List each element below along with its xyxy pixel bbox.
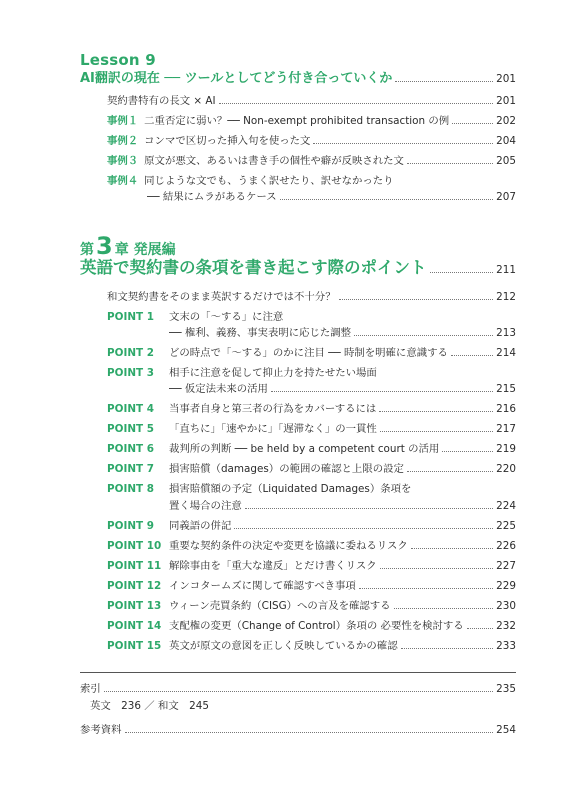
point-tag: POINT 10	[107, 540, 162, 552]
references-label: 参考資料	[80, 724, 122, 736]
lesson-title-row	[80, 71, 516, 87]
entry-text: 裁判所の判断 ── be held by a competent court の活用	[169, 443, 440, 455]
chapter-number: 3	[96, 232, 113, 260]
example-row	[107, 134, 516, 148]
entry-text: 解除事由を「重大な違反」とだけ書くリスク	[169, 560, 377, 572]
leader-dots	[430, 272, 494, 273]
page-number: 215	[496, 383, 516, 395]
point-row	[107, 539, 516, 553]
index-sub-entries: 英文 236 ／ 和文 245	[90, 700, 210, 712]
entry-text: 当事者自身と第三者の行為をカバーするには	[169, 403, 377, 415]
point-tag: POINT 2	[107, 347, 154, 359]
page-number: 233	[496, 640, 516, 652]
point-tag: POINT 15	[107, 640, 162, 652]
separator-rule	[80, 672, 516, 673]
entry-text: どの時点で「～する」のかに注目 ── 時制を明確に意識する	[169, 347, 448, 359]
entry-text: 相手に注意を促して抑止力を持たせたい場面	[169, 367, 377, 379]
page-number: 211	[496, 264, 516, 276]
example-tag: 事例２	[107, 135, 139, 147]
leader-dots	[394, 608, 494, 609]
entry-text: 同義語の併記	[169, 520, 232, 532]
example-tag: 事例３	[107, 155, 139, 167]
example-row	[107, 114, 516, 128]
chapter-prefix: 第	[80, 242, 94, 258]
page-number: 229	[496, 580, 516, 592]
entry-text-continued: ── 仮定法未来の活用	[169, 383, 268, 395]
point-tag: POINT 8	[107, 483, 154, 495]
page-number: 201	[496, 95, 516, 107]
entry-text: 「直ちに」「速やかに」「遅滞なく」の一貫性	[169, 423, 377, 435]
entry-text: 二重否定に弱い？── Non-exempt prohibited transaction の例	[144, 115, 450, 127]
index-label: 索引	[80, 683, 101, 695]
leader-dots	[271, 391, 493, 392]
entry-text: 英文が原文の意図を正しく反映しているかの確認	[169, 640, 398, 652]
point-row	[107, 619, 516, 633]
entry-text-continued: ── 権利、義務、事実表明に応じた調整	[169, 327, 352, 339]
chapter-intro-row	[107, 290, 516, 304]
page-number: 254	[496, 724, 516, 736]
page-number: 225	[496, 520, 516, 532]
page-number: 219	[496, 443, 516, 455]
example-tag: 事例４	[107, 175, 139, 187]
point-row-first-line	[107, 366, 516, 380]
leader-dots	[313, 143, 493, 144]
entry-text: 同じような文でも、うまく訳せたり、訳せなかったり	[144, 175, 394, 187]
leader-dots	[219, 103, 494, 104]
point-row	[107, 519, 516, 533]
leader-dots	[104, 691, 493, 692]
leader-dots	[359, 588, 493, 589]
page-number: 204	[496, 135, 516, 147]
entry-text: 原文が悪文、あるいは書き手の個性や癖が反映された文	[144, 155, 404, 167]
index-row	[80, 682, 516, 696]
entry-text: 文末の「～する」に注意	[169, 311, 284, 323]
entry-text: 損害賠償（damages）の範囲の確認と上限の設定	[169, 463, 404, 475]
leader-dots	[411, 548, 493, 549]
entry-text: インコタームズに関して確認すべき事項	[169, 580, 356, 592]
chapter-title: 英語で契約書の条項を書き起こす際のポイント	[80, 258, 427, 277]
point-row	[107, 346, 516, 360]
leader-dots	[451, 355, 493, 356]
point-row	[107, 599, 516, 613]
page-number: 220	[496, 463, 516, 475]
page-number: 230	[496, 600, 516, 612]
entry-text-continued: ── 結果にムラがあるケース	[147, 191, 277, 203]
point-tag: POINT 1	[107, 311, 154, 323]
leader-dots	[125, 732, 494, 733]
entry-text: 重要な契約条件の決定や変更を協議に委ねるリスク	[169, 540, 408, 552]
leader-dots	[354, 335, 493, 336]
leader-dots	[452, 123, 493, 124]
leader-dots	[407, 471, 493, 472]
lesson-title: AI翻訳の現在 ── ツールとしてどう付き合っていくか	[80, 71, 393, 86]
leader-dots	[339, 299, 494, 300]
leader-dots	[245, 508, 493, 509]
page-number: 201	[496, 73, 516, 85]
point-tag: POINT 6	[107, 443, 154, 455]
point-tag: POINT 11	[107, 560, 162, 572]
page-number: 202	[496, 115, 516, 127]
entry-text: 契約書特有の長文 × AI	[107, 95, 216, 107]
leader-dots	[280, 199, 494, 200]
point-row	[107, 442, 516, 456]
point-row-first-line	[107, 310, 516, 324]
entry-text: ウィーン売買条約（CISG）への言及を確認する	[169, 600, 391, 612]
entry-text: 支配権の変更（Change of Control）条項の 必要性を検討する	[169, 620, 464, 632]
leader-dots	[234, 528, 493, 529]
page-number: 207	[496, 191, 516, 203]
point-tag: POINT 9	[107, 520, 154, 532]
page-number: 214	[496, 347, 516, 359]
point-row	[107, 462, 516, 476]
example-row	[107, 154, 516, 168]
chapter-suffix: 章 発展編	[114, 242, 176, 258]
point-row-second-line	[169, 382, 516, 396]
leader-dots	[379, 411, 493, 412]
point-tag: POINT 14	[107, 620, 162, 632]
leader-dots	[395, 81, 493, 82]
point-row	[107, 579, 516, 593]
leader-dots	[380, 568, 494, 569]
references-row	[80, 723, 516, 737]
point-tag: POINT 3	[107, 367, 154, 379]
leader-dots	[407, 163, 493, 164]
point-row-second-line	[169, 499, 516, 513]
point-row-second-line	[169, 326, 516, 340]
page-number: 226	[496, 540, 516, 552]
point-tag: POINT 4	[107, 403, 154, 415]
page-number: 213	[496, 327, 516, 339]
leader-dots	[467, 628, 493, 629]
point-row	[107, 559, 516, 573]
entry-text: 和文契約書をそのまま英訳するだけでは不十分？	[107, 291, 336, 303]
example-row-second-line	[147, 190, 516, 204]
entry-text: 損害賠償額の予定（Liquidated Damages）条項を	[169, 483, 412, 495]
page-number: 232	[496, 620, 516, 632]
page-number: 212	[496, 291, 516, 303]
entry-text: コンマで区切った挿入句を使った文	[144, 135, 311, 147]
chapter-heading	[80, 232, 176, 260]
point-tag: POINT 7	[107, 463, 154, 475]
point-tag: POINT 5	[107, 423, 154, 435]
point-row	[107, 639, 516, 653]
entry-text-continued: 置く場合の注意	[169, 500, 242, 512]
example-tag: 事例１	[107, 115, 139, 127]
page-number: 217	[496, 423, 516, 435]
page-number: 235	[496, 683, 516, 695]
point-tag: POINT 12	[107, 580, 162, 592]
leader-dots	[442, 451, 493, 452]
page-number: 227	[496, 560, 516, 572]
page-number: 216	[496, 403, 516, 415]
lesson-intro-row	[107, 94, 516, 108]
page-number: 224	[496, 500, 516, 512]
point-row	[107, 422, 516, 436]
point-row-first-line	[107, 482, 516, 496]
chapter-title-row	[80, 258, 516, 280]
point-tag: POINT 13	[107, 600, 162, 612]
page-number: 205	[496, 155, 516, 167]
point-row	[107, 402, 516, 416]
example-row-first-line	[107, 174, 516, 188]
leader-dots	[380, 431, 493, 432]
lesson-label: Lesson 9	[80, 51, 156, 69]
leader-dots	[401, 648, 494, 649]
